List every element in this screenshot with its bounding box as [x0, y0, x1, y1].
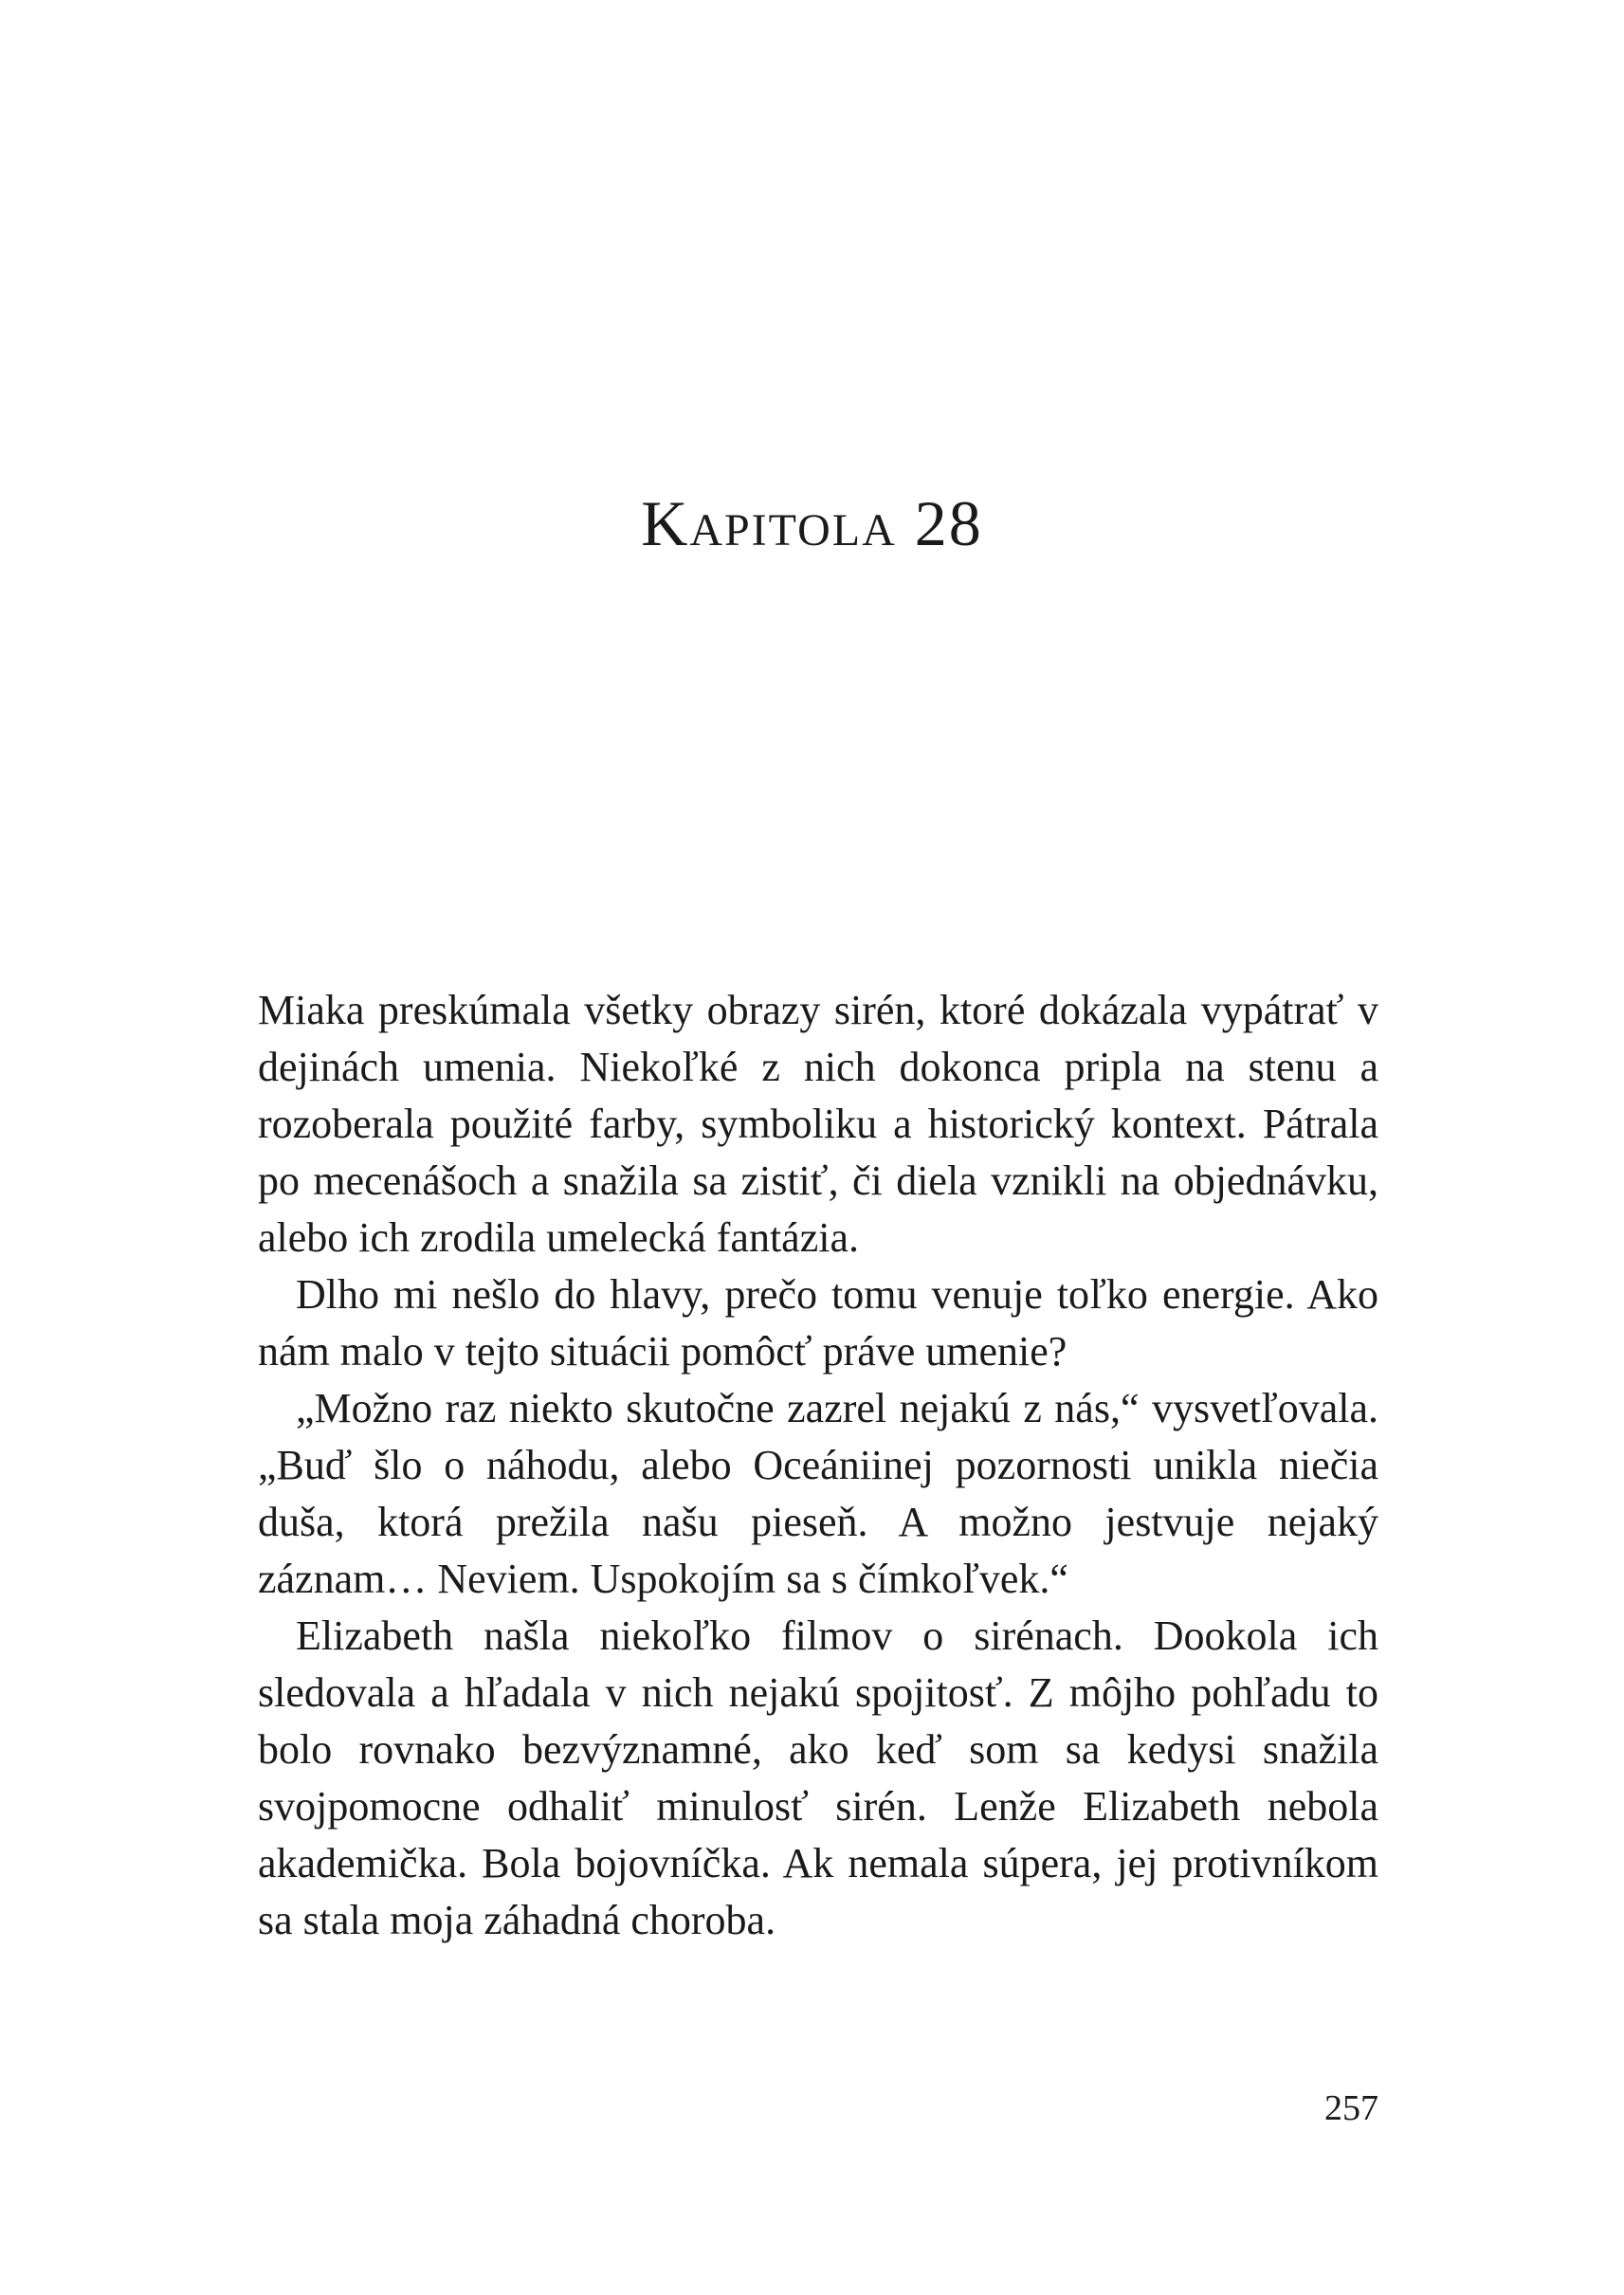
- page-number: 257: [1324, 2088, 1378, 2128]
- chapter-title: Kapitola 28: [641, 487, 983, 559]
- paragraph: Dlho mi nešlo do hlavy, prečo tomu venuje toľko energie. Ako nám malo v tejto situácii pomôcť práve umenie?: [258, 1271, 1378, 1375]
- paragraph: Elizabeth našla niekoľko filmov o sirénach. Dookola ich sledovala a hľadala v nich nejakú spojitosť. Z môjho pohľadu to bolo rovnako bezvýznamné, ako keď som sa kedysi snažila svojpomocne odhaliť minulosť sirén. Lenže Elizabeth nebola akademička. Bola bojovníčka. Ak nemala súpera, jej protivníkom sa stala moja záhadná choroba.: [258, 1612, 1378, 1943]
- chapter-body: [258, 982, 1378, 1949]
- paragraph: Miaka preskúmala všetky obrazy sirén, ktoré dokázala vypátrať v dejinách umenia. Niekoľké z nich dokonca pripla na stenu a rozoberala použité farby, symboliku a historický kontext. Pátrala po mecenášoch a snažila sa zistiť, či diela vznikli na objednávku, alebo ich zrodila umelecká fantázia.: [258, 987, 1378, 1261]
- paragraph: „Možno raz niekto skutočne zazrel nejakú z nás,“ vysvetľovala. „Buď šlo o náhodu, alebo Oceániinej pozornosti unikla niečia duša, ktorá prežila našu pieseň. A možno jestvuje nejaký záznam… Neviem. Uspokojím sa s čímkoľvek.“: [258, 1385, 1378, 1602]
